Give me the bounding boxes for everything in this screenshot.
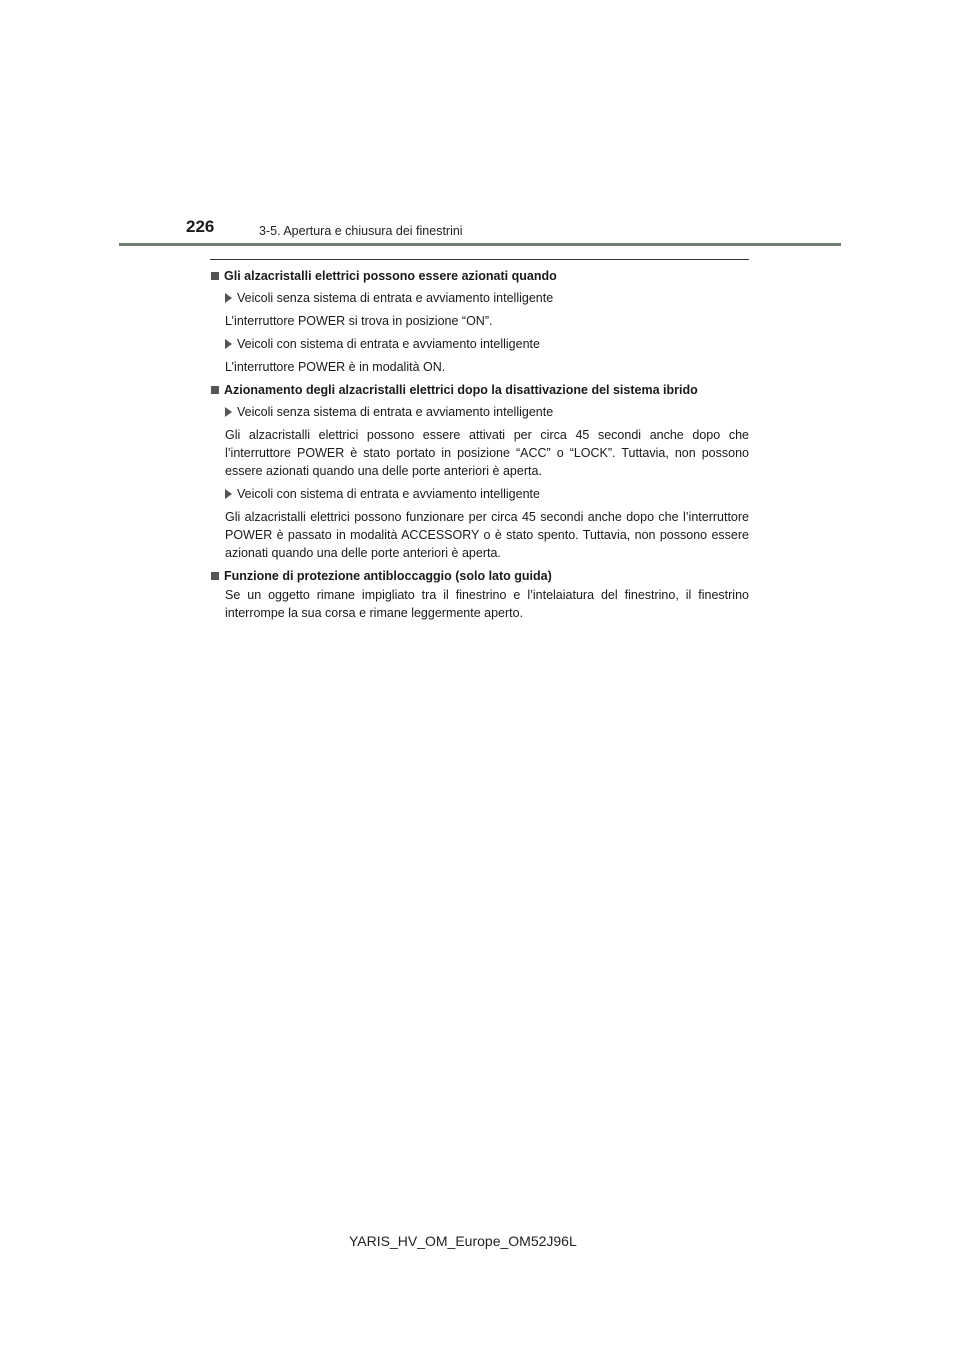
section-heading (210, 382, 749, 398)
variant-description: Gli alzacristalli elettrici possono funzionare per circa 45 secondi anche dopo che l’interruttore POWER è passato in modalità ACCESSORY o è stato spento. Tuttavia, non possono essere azionati quando una delle porte anteriori è aperta. (225, 510, 749, 560)
variant-description: L’interruttore POWER si trova in posizione “ON”. (225, 314, 493, 328)
chapter-title: 3-5. Apertura e chiusura dei finestrini (259, 224, 463, 238)
square-bullet-icon (211, 572, 219, 580)
section-heading (210, 268, 749, 284)
square-bullet-icon (211, 272, 219, 280)
section-jam-protection (210, 568, 749, 622)
section-heading (210, 568, 749, 584)
variant-without-smart-entry (210, 404, 749, 420)
variant-label: Veicoli senza sistema di entrata e avviamento intelligente (237, 291, 554, 305)
triangle-bullet-icon (225, 489, 232, 499)
section-after-hybrid-off (210, 382, 749, 562)
variant-label: Veicoli con sistema di entrata e avviamento intelligente (237, 337, 540, 351)
variant-heading (225, 290, 749, 306)
variant-with-smart-entry (210, 486, 749, 502)
header-divider (119, 243, 841, 246)
section-description: Se un oggetto rimane impigliato tra il finestrino e l’intelaiatura del finestrino, il finestrino interrompe la sua corsa e rimane leggermente aperto. (225, 588, 749, 620)
square-bullet-icon (211, 386, 219, 394)
section-heading-text: Azionamento degli alzacristalli elettrici dopo la disattivazione del sistema ibrido (224, 383, 698, 397)
variant-without-smart-entry (210, 290, 749, 306)
section-heading-text: Gli alzacristalli elettrici possono essere azionati quando (224, 269, 557, 283)
variant-description: L’interruttore POWER è in modalità ON. (225, 360, 446, 374)
variant-description: Gli alzacristalli elettrici possono essere attivati per circa 45 secondi anche dopo che l’interruttore POWER è stato portato in posizione “ACC” o “LOCK”. Tuttavia, non possono essere azionati quando una delle porte anteriori è aperta. (225, 428, 749, 478)
variant-heading (225, 404, 749, 420)
triangle-bullet-icon (225, 339, 232, 349)
variant-label: Veicoli senza sistema di entrata e avviamento intelligente (237, 405, 554, 419)
content-divider (210, 259, 749, 260)
triangle-bullet-icon (225, 293, 232, 303)
triangle-bullet-icon (225, 407, 232, 417)
variant-heading (225, 486, 749, 502)
page-content (210, 259, 749, 628)
page-number: 226 (186, 217, 215, 236)
section-power-windows-operable (210, 268, 749, 376)
variant-with-smart-entry (210, 336, 749, 352)
variant-label: Veicoli con sistema di entrata e avviamento intelligente (237, 487, 540, 501)
variant-heading (225, 336, 749, 352)
document-code: YARIS_HV_OM_Europe_OM52J96L (349, 1233, 577, 1249)
section-heading-text: Funzione di protezione antibloccaggio (solo lato guida) (224, 569, 552, 583)
